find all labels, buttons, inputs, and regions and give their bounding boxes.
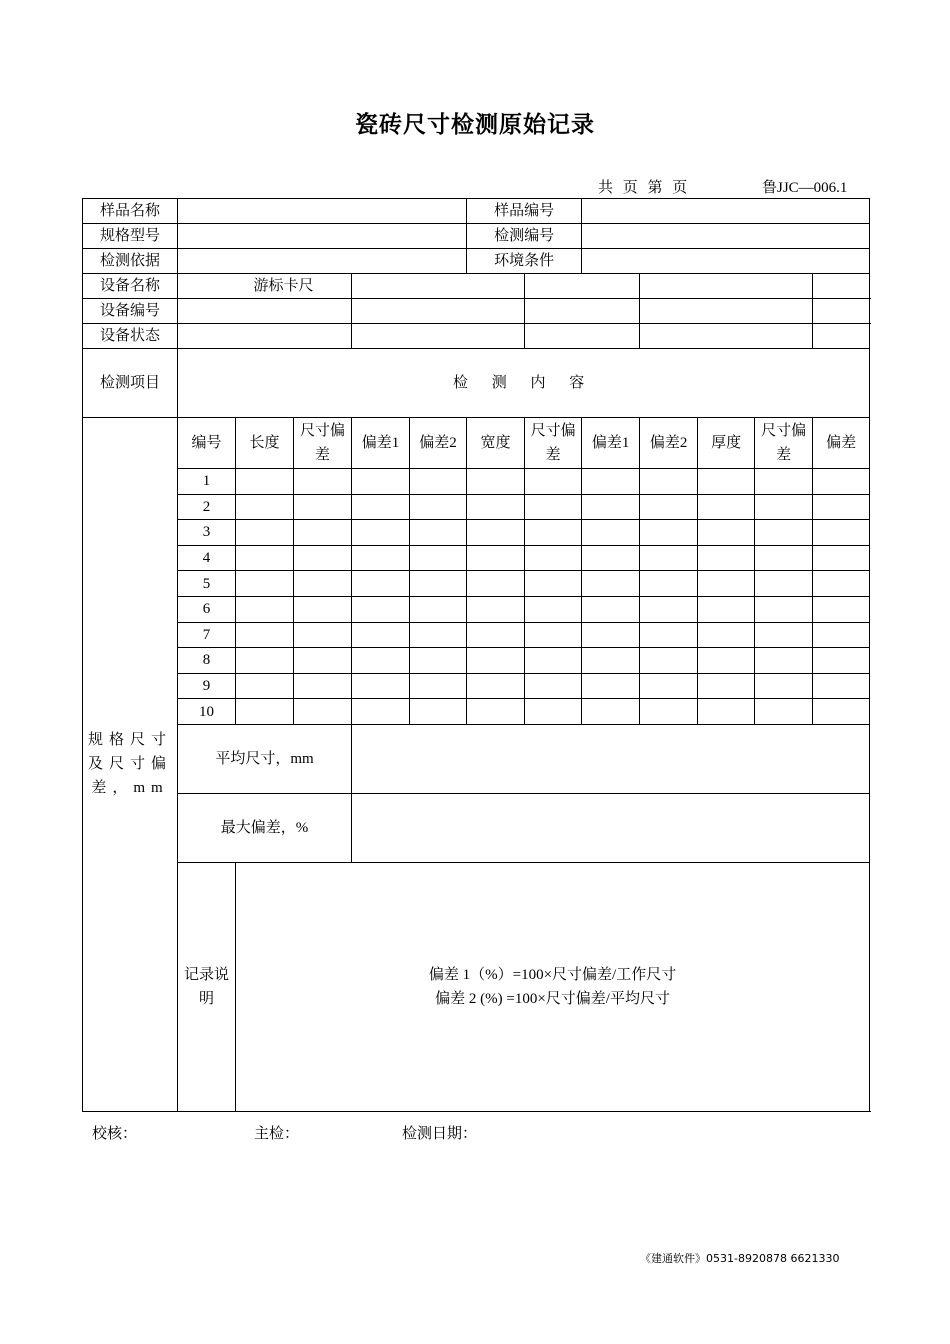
cell[interactable] — [698, 494, 755, 520]
col-dev2-b: 偏差2 — [640, 418, 698, 469]
row-no-1: 1 — [178, 469, 236, 495]
row-no-7: 7 — [178, 622, 236, 648]
cell[interactable] — [813, 648, 870, 674]
avg-size-value[interactable] — [352, 724, 870, 793]
cell[interactable] — [813, 469, 870, 495]
label-environment: 环境条件 — [467, 249, 582, 274]
cell[interactable] — [640, 571, 698, 597]
row-no-3: 3 — [178, 520, 236, 546]
cell[interactable] — [525, 469, 582, 495]
field-test-no[interactable] — [582, 224, 870, 249]
cell[interactable] — [582, 520, 640, 546]
cell[interactable] — [755, 673, 813, 699]
cell[interactable] — [698, 673, 755, 699]
col-no: 编号 — [178, 418, 236, 469]
equipment-status-cell-3[interactable] — [525, 324, 640, 349]
cell[interactable] — [813, 622, 870, 648]
label-equipment-no: 设备编号 — [83, 299, 178, 324]
cell[interactable] — [755, 545, 813, 571]
cell[interactable] — [582, 673, 640, 699]
cell[interactable] — [582, 622, 640, 648]
avg-size-row — [83, 724, 870, 793]
equipment-no-cell-1[interactable] — [178, 299, 352, 324]
main-tester-label: 主检： — [254, 1126, 300, 1142]
cell[interactable] — [640, 622, 698, 648]
equipment-name-cell-5[interactable] — [813, 274, 870, 299]
cell[interactable] — [236, 596, 294, 622]
col-deviation: 偏差 — [813, 418, 870, 469]
cell[interactable] — [410, 571, 467, 597]
data-row-2 — [83, 494, 870, 520]
field-sample-no[interactable] — [582, 199, 870, 224]
row-no-4: 4 — [178, 545, 236, 571]
equipment-no-cell-5[interactable] — [813, 299, 870, 324]
cell[interactable] — [755, 520, 813, 546]
cell[interactable] — [755, 469, 813, 495]
page-title: 瓷砖尺寸检测原始记录 — [355, 112, 595, 138]
row-no-6: 6 — [178, 596, 236, 622]
cell[interactable] — [525, 699, 582, 725]
cell[interactable] — [525, 545, 582, 571]
cell[interactable] — [236, 520, 294, 546]
cell[interactable] — [698, 648, 755, 674]
cell[interactable] — [698, 699, 755, 725]
cell[interactable] — [582, 571, 640, 597]
max-dev-row — [83, 793, 870, 862]
cell[interactable] — [582, 648, 640, 674]
cell[interactable] — [640, 545, 698, 571]
col-length: 长度 — [236, 418, 294, 469]
cell[interactable] — [525, 571, 582, 597]
note-line-2: 偏差 2 (%) =100×尺寸偏差/平均尺寸 — [435, 990, 670, 1007]
cell[interactable] — [294, 648, 352, 674]
label-equipment-status: 设备状态 — [83, 324, 178, 349]
equipment-status-cell-5[interactable] — [813, 324, 870, 349]
cell[interactable] — [236, 494, 294, 520]
cell[interactable] — [813, 571, 870, 597]
spec-label: 规格尺寸及尺寸偏差，mm — [83, 418, 178, 1112]
cell[interactable] — [525, 520, 582, 546]
equipment-name-row — [83, 274, 870, 299]
footer-text: 《建通软件》0531-8920878 6621330 — [640, 1252, 840, 1265]
cell[interactable] — [467, 571, 525, 597]
cell[interactable] — [525, 494, 582, 520]
test-item-label: 检测项目 — [83, 349, 178, 418]
equipment-no-cell-2[interactable] — [352, 299, 525, 324]
col-size-dev-3: 尺寸偏差 — [755, 418, 813, 469]
row-no-8: 8 — [178, 648, 236, 674]
cell[interactable] — [410, 622, 467, 648]
cell[interactable] — [294, 520, 352, 546]
cell[interactable] — [813, 545, 870, 571]
cell[interactable] — [236, 648, 294, 674]
equipment-status-cell-4[interactable] — [640, 324, 813, 349]
cell[interactable] — [236, 622, 294, 648]
cell[interactable] — [640, 469, 698, 495]
cell[interactable] — [582, 545, 640, 571]
equipment-status-cell-1[interactable] — [178, 324, 352, 349]
cell[interactable] — [640, 494, 698, 520]
cell[interactable] — [525, 622, 582, 648]
cell[interactable] — [698, 520, 755, 546]
cell[interactable] — [410, 469, 467, 495]
col-thickness: 厚度 — [698, 418, 755, 469]
cell[interactable] — [467, 469, 525, 495]
row-no-9: 9 — [178, 673, 236, 699]
cell[interactable] — [410, 673, 467, 699]
test-item-row — [83, 349, 870, 418]
cell[interactable] — [352, 571, 410, 597]
cell[interactable] — [698, 622, 755, 648]
equipment-no-row — [83, 299, 870, 324]
label-sample-name: 样品名称 — [83, 199, 178, 224]
label-test-basis: 检测依据 — [83, 249, 178, 274]
cell[interactable] — [698, 596, 755, 622]
cell[interactable] — [467, 545, 525, 571]
row-no-10: 10 — [178, 699, 236, 725]
cell[interactable] — [410, 648, 467, 674]
cell[interactable] — [236, 469, 294, 495]
label-equipment-name: 设备名称 — [83, 274, 178, 299]
info-row-sample — [83, 199, 870, 224]
cell[interactable] — [755, 648, 813, 674]
col-dev1-a: 偏差1 — [352, 418, 410, 469]
cell[interactable] — [410, 494, 467, 520]
cell[interactable] — [236, 571, 294, 597]
test-date-label: 检测日期： — [402, 1126, 478, 1142]
page-info: 共 页 第 页 — [598, 180, 691, 196]
field-test-basis[interactable] — [178, 249, 467, 274]
test-content-label: 检 测 内 容 — [178, 349, 870, 418]
cell[interactable] — [294, 469, 352, 495]
cell[interactable] — [582, 699, 640, 725]
cell[interactable] — [813, 494, 870, 520]
cell[interactable] — [467, 520, 525, 546]
equipment-name-cell-2[interactable] — [352, 274, 525, 299]
cell[interactable] — [410, 520, 467, 546]
equipment-name-cell-3[interactable] — [525, 274, 640, 299]
cell[interactable] — [294, 699, 352, 725]
equipment-no-cell-3[interactable] — [525, 299, 640, 324]
cell[interactable] — [352, 648, 410, 674]
cell[interactable] — [352, 622, 410, 648]
col-size-dev-1: 尺寸偏差 — [294, 418, 352, 469]
cell[interactable] — [698, 469, 755, 495]
data-row-9 — [83, 673, 870, 699]
cell[interactable] — [755, 699, 813, 725]
col-dev2-a: 偏差2 — [410, 418, 467, 469]
cell[interactable] — [467, 596, 525, 622]
row-no-5: 5 — [178, 571, 236, 597]
info-row-basis — [83, 249, 870, 274]
cell[interactable] — [755, 596, 813, 622]
cell[interactable] — [755, 571, 813, 597]
label-spec-model: 规格型号 — [83, 224, 178, 249]
cell[interactable] — [294, 571, 352, 597]
cell[interactable] — [410, 699, 467, 725]
cell[interactable] — [813, 699, 870, 725]
col-width: 宽度 — [467, 418, 525, 469]
data-row-6 — [83, 596, 870, 622]
cell[interactable] — [236, 699, 294, 725]
cell[interactable] — [352, 494, 410, 520]
data-row-10 — [83, 699, 870, 725]
cell[interactable] — [582, 494, 640, 520]
cell[interactable] — [294, 545, 352, 571]
cell[interactable] — [236, 673, 294, 699]
equipment-no-cell-4[interactable] — [640, 299, 813, 324]
record-table — [82, 198, 870, 1112]
cell[interactable] — [467, 622, 525, 648]
cell[interactable] — [525, 673, 582, 699]
cell[interactable] — [813, 520, 870, 546]
cell[interactable] — [236, 545, 294, 571]
equipment-name-cell-4[interactable] — [640, 274, 813, 299]
equipment-name-value: 游标卡尺 — [178, 274, 352, 299]
info-row-spec — [83, 224, 870, 249]
cell[interactable] — [525, 596, 582, 622]
label-test-no: 检测编号 — [467, 224, 582, 249]
form-code: 鲁JJC—006.1 — [762, 180, 848, 196]
cell[interactable] — [467, 494, 525, 520]
data-row-5 — [83, 571, 870, 597]
cell[interactable] — [410, 545, 467, 571]
cell[interactable] — [352, 520, 410, 546]
field-environment[interactable] — [582, 249, 870, 274]
cell[interactable] — [640, 596, 698, 622]
field-spec-model[interactable] — [178, 224, 467, 249]
cell[interactable] — [294, 494, 352, 520]
cell[interactable] — [640, 520, 698, 546]
cell[interactable] — [410, 596, 467, 622]
col-size-dev-2: 尺寸偏差 — [525, 418, 582, 469]
cell[interactable] — [352, 699, 410, 725]
cell[interactable] — [467, 699, 525, 725]
cell[interactable] — [467, 673, 525, 699]
cell[interactable] — [698, 571, 755, 597]
cell[interactable] — [813, 673, 870, 699]
note-line-1: 偏差 1（%）=100×尺寸偏差/工作尺寸 — [428, 966, 677, 983]
notes-label: 记录说明 — [178, 862, 236, 1111]
cell[interactable] — [294, 596, 352, 622]
avg-size-label: 平均尺寸，mm — [178, 724, 352, 793]
cell[interactable] — [352, 673, 410, 699]
equipment-status-cell-2[interactable] — [352, 324, 525, 349]
cell[interactable] — [755, 494, 813, 520]
field-sample-name[interactable] — [178, 199, 467, 224]
cell[interactable] — [294, 622, 352, 648]
cell[interactable] — [525, 648, 582, 674]
cell[interactable] — [352, 545, 410, 571]
cell[interactable] — [352, 469, 410, 495]
checker-label: 校核： — [92, 1126, 138, 1142]
data-row-3 — [83, 520, 870, 546]
cell[interactable] — [582, 469, 640, 495]
cell[interactable] — [582, 596, 640, 622]
data-row-1 — [83, 469, 870, 495]
notes-row — [83, 862, 870, 1111]
cell[interactable] — [640, 673, 698, 699]
data-row-4 — [83, 545, 870, 571]
data-row-7 — [83, 622, 870, 648]
max-dev-label: 最大偏差，% — [178, 793, 352, 862]
cell[interactable] — [294, 673, 352, 699]
cell[interactable] — [640, 648, 698, 674]
cell[interactable] — [352, 596, 410, 622]
cell[interactable] — [467, 648, 525, 674]
equipment-status-row — [83, 324, 870, 349]
data-row-8 — [83, 648, 870, 674]
notes-content[interactable] — [236, 862, 870, 1111]
max-dev-value[interactable] — [352, 793, 870, 862]
col-dev1-b: 偏差1 — [582, 418, 640, 469]
measurement-header-row — [83, 418, 870, 469]
cell[interactable] — [813, 596, 870, 622]
cell[interactable] — [755, 622, 813, 648]
label-sample-no: 样品编号 — [467, 199, 582, 224]
cell[interactable] — [640, 699, 698, 725]
row-no-2: 2 — [178, 494, 236, 520]
cell[interactable] — [698, 545, 755, 571]
